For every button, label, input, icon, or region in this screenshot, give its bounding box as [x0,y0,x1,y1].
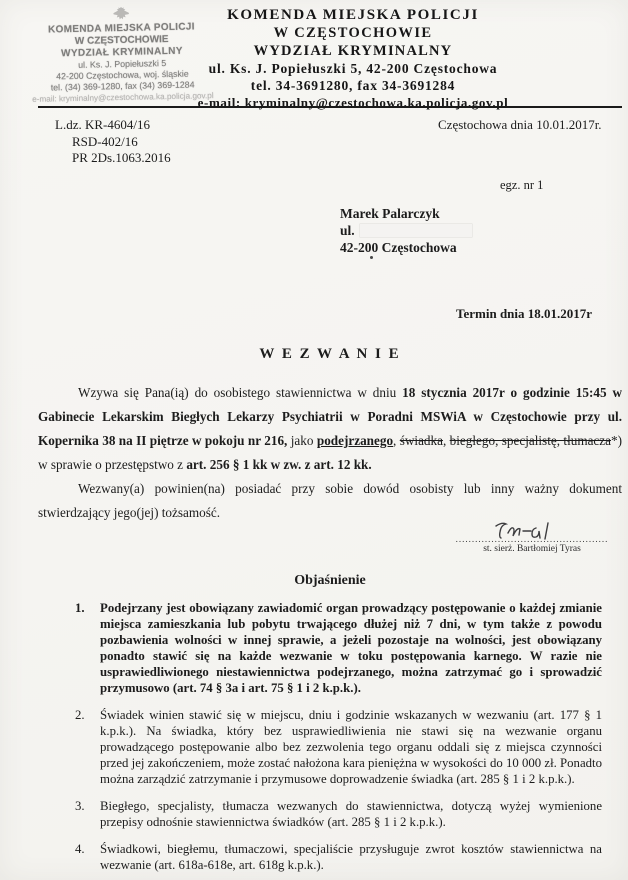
signer-name: st. sierż. Bartłomiej Tyras [483,544,581,554]
document-title: W E Z W A N I E [259,346,401,362]
list-item-text: Biegłego, specjalisty, tłumacza wezwanych do stawiennictwa, dotyczą wyżej wymienione przepisy odnośnie stawiennictwa świadków (art. 285 § 1 i 2 k.p.k.). [100,799,602,829]
stamp-street-line: ul. Ks. J. Popiełuszki 5 [78,58,167,70]
addressee-street: ul. [340,222,472,239]
ref-ldz: L.dz. KR-4604/16 [55,117,150,132]
copy-number: egz. nr 1 [500,178,544,192]
stamp-city-line: W CZĘSTOCHOWIE [74,34,169,47]
signature-dotted-line: ............................................... [455,534,609,544]
summons-paragraph-2: Wezwany(a) powinien(na) posiadać przy sobie dowód osobisty lub inny ważny dokument stwierdzający jego(jej) tożsamość. [38,481,622,520]
addressee-block [340,205,472,256]
letterhead-email: e-mail: kryminalny@czestochowa.ka.policja.gov.pl [197,95,509,110]
summons-text [38,381,622,525]
redacted-street [360,224,472,237]
reference-numbers [55,117,171,167]
list-item-text: Świadek winien stawić się w miejscu, dniu i godzinie wskazanych w wezwaniu (art. 177 § 1 k.p.k.). Na świadka, który bez usprawiedliwienia nie stawi się na wezwanie organu prowadzącego postępowanie albo bez zezwolenia tego organu oddali się z miejsca czynności przed jej zakończeniem, może zostać nałożona kara pieniężna w wysokości do 10 000 zł. Ponadto można zarządzić zatrzymanie i przymusowe doprowadzenie świadka (art. 285 § 1 i 2 k.p.k.). [100,708,602,786]
explanation-heading: Objaśnienie [294,573,366,588]
list-item [75,841,602,873]
ref-pr: PR 2Ds.1063.2016 [72,150,171,165]
ref-rsd: RSD-402/16 [72,133,138,149]
list-item-number: 3. [75,799,85,813]
summons-paragraph-1: Wzywa się Pana(ią) do osobistego stawiennictwa w dniu 18 stycznia 2017r o godzinie 15:45 w Gabinecie Lekarskim Biegłych Lekarzy Psychiatrii w Poradni MSWiA w Częstochowie przy ul. Kopernika 38 na II piętrze w pokoju nr 216, jako podejrzanego, świadka, biegłego, specjalistę, tłumacza*) w sprawie o przestępstwo z art. 256 § 1 kk w zw. z art. 12 kk. [38,385,622,472]
scan-artifact-dot [370,256,373,259]
letterhead-dept: WYDZIAŁ KRYMINALNY [253,43,453,59]
place-date-line: Częstochowa dnia 10.01.2017r. [438,117,602,132]
list-item [75,600,602,696]
stamp-city2-line: 42-200 Częstochowa, woj. śląskie [56,68,189,82]
signature-block [452,534,612,554]
stamp-org-line: KOMENDA MIEJSKA POLICJI [47,21,195,36]
list-item-number: 1. [75,601,85,615]
letterhead [110,6,596,111]
letterhead-address: ul. Ks. J. Popiełuszki 5, 42-200 Częstochowa [208,61,498,76]
addressee-name: Marek Palarczyk [340,206,440,221]
explanation-list [75,600,602,880]
header-divider [38,106,622,108]
list-item-number: 2. [75,708,85,722]
stamp-email-line: e-mail: kryminalny@czestochowa.ka.policja.gov.pl [32,91,214,104]
list-item-text: Świadkowi, biegłemu, tłumaczowi, specjaliście przysługuje zwrot kosztów stawiennictwa na wezwanie (art. 618a-618e, art. 618g k.p.k.). [100,842,602,872]
handwritten-signature-icon [490,520,560,542]
list-item [75,798,602,830]
stamp-dept-line: WYDZIAŁ KRYMINALNY [60,45,183,60]
letterhead-org: KOMENDA MIEJSKA POLICJI [227,7,479,23]
deadline-line: Termin dnia 18.01.2017r [456,306,593,321]
letterhead-city: W CZĘSTOCHOWIE [273,25,433,41]
list-item-number: 4. [75,842,85,856]
stamp-phone-line: tel. (34) 369-1280, fax (34) 369-1284 [50,79,195,93]
addressee-city: 42-200 Częstochowa [340,240,457,255]
list-item [75,707,602,787]
letterhead-phone: tel. 34-3691280, fax 34-3691284 [250,78,456,93]
list-item-text: Podejrzany jest obowiązany zawiadomić organ prowadzący postępowanie o każdej zmianie miejsca zamieszkania lub pobytu trwającego dłużej niż 7 dni, w tym także z powodu pozbawienia wolności w innej sprawie, a jeżeli pozostaje na wolności, jest obowiązany ponadto stawić się na każde wezwanie w toku postępowania karnego. W razie nie usprawiedliwionego niestawiennictwa podejrzanego, można zatrzymać go i sprowadzić przymusowo (art. 74 § 3a i art. 75 § 1 i 2 k.p.k.). [100,601,602,695]
